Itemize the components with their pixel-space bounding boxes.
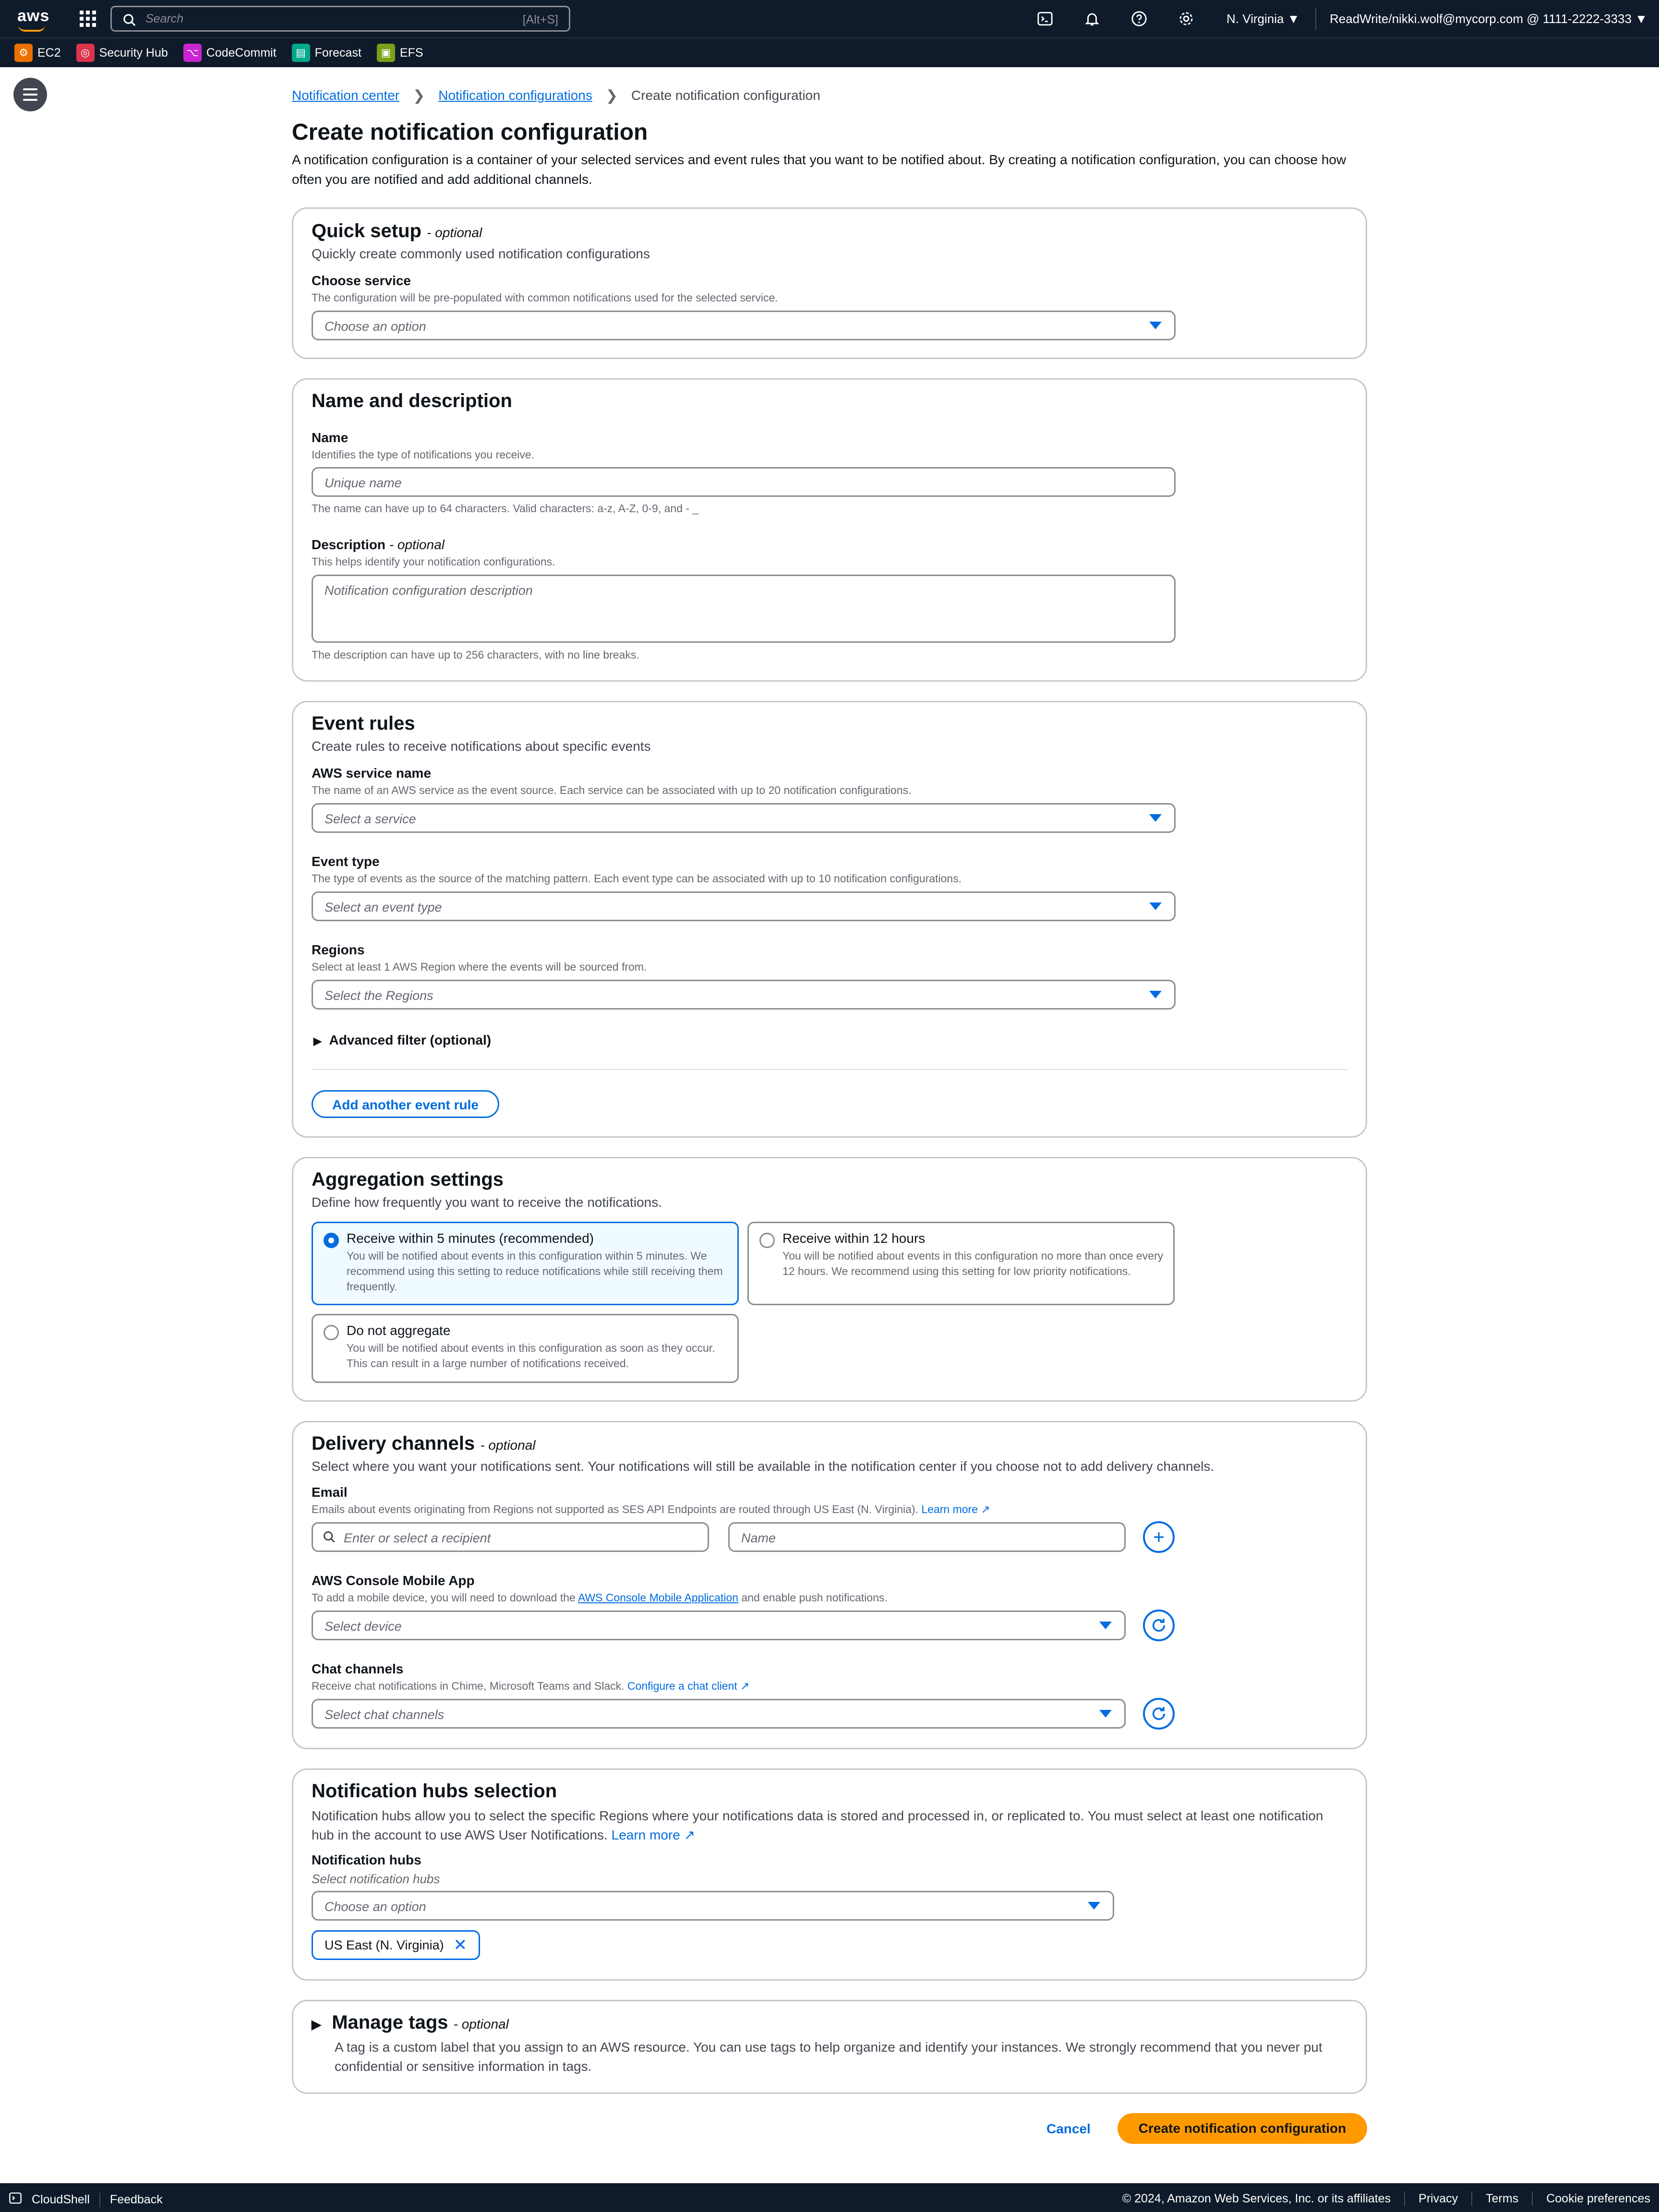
mobile-app-link[interactable]: AWS Console Mobile Application — [577, 1591, 739, 1604]
favorites-bar — [0, 37, 1659, 67]
search-icon — [122, 13, 137, 27]
description-textarea[interactable]: Notification configuration description — [312, 575, 1176, 643]
manage-tags-panel — [292, 2000, 1367, 2094]
favorite-ec2[interactable]: ⚙ EC2 — [14, 44, 61, 62]
description-constraint: The description can have up to 256 characters, with no line breaks. — [312, 649, 639, 661]
name-description-title: Name and description — [312, 390, 512, 411]
aws-service-name-label: AWS service name — [312, 766, 432, 781]
external-link-icon: ↗ — [981, 1503, 990, 1515]
choose-service-hint: The configuration will be pre-populated with common notifications used for the selected service. — [312, 291, 778, 304]
delivery-channels-panel — [292, 1421, 1367, 1749]
manage-tags-description: A tag is a custom label that you assign to an AWS resource. You can use tags to help organize and identify your instances. We strongly recommend that you never put confidential or sensitive information in tags. — [335, 2040, 1322, 2074]
name-input[interactable]: Unique name — [312, 467, 1176, 497]
footer-privacy-link[interactable]: Privacy — [1419, 2191, 1458, 2205]
radio-selected-icon — [324, 1233, 339, 1248]
close-icon[interactable]: ✕ — [453, 1936, 468, 1954]
mobile-app-label: AWS Console Mobile App — [312, 1573, 475, 1588]
breadcrumb-current: Create notification configuration — [631, 88, 820, 103]
search-icon — [323, 1530, 336, 1544]
cloudshell-icon — [9, 2191, 22, 2208]
description-hint: This helps identify your notification configurations. — [312, 555, 555, 568]
hub-token: US East (N. Virginia) ✕ — [312, 1930, 480, 1960]
footer-divider — [99, 2193, 100, 2207]
page-title: Create notification configuration — [292, 120, 648, 145]
footer-terms-link[interactable]: Terms — [1486, 2191, 1519, 2205]
cancel-button[interactable]: Cancel — [1046, 2121, 1091, 2136]
region-selector[interactable]: N. Virginia ▼ — [1226, 12, 1300, 26]
settings-gear-icon[interactable] — [1177, 10, 1195, 28]
top-navigation — [0, 0, 1659, 37]
footer — [0, 2183, 1659, 2212]
page-intro: A notification configuration is a container of your selected services and event rules that you want to be notified about. By creating a notification configuration, you can choose how often you are notified and add additional channels. — [292, 152, 1346, 187]
footer-feedback-link[interactable]: Feedback — [109, 2193, 163, 2206]
select-chat-channels[interactable]: Select chat channels — [312, 1699, 1126, 1729]
favorite-forecast[interactable]: ▤ Forecast — [292, 44, 361, 62]
notification-hubs-description: Notification hubs allow you to select the specific Regions where your notifications data is stored and processed in, or replicated to. You must select at least one notification hub in the account to use AWS User Notifications. Learn more ↗ — [312, 1808, 1323, 1842]
notification-hubs-label: Notification hubs — [312, 1852, 421, 1867]
add-event-rule-button[interactable]: Add another event rule — [312, 1090, 499, 1118]
event-rules-title: Event rules — [312, 713, 415, 734]
footer-divider — [1471, 2191, 1472, 2206]
email-name-input[interactable]: Name — [728, 1522, 1126, 1552]
favorite-efs[interactable]: ▣ EFS — [377, 44, 423, 62]
select-device[interactable]: Select device — [312, 1611, 1126, 1640]
aggregation-subtitle: Define how frequently you want to receive the notifications. — [312, 1195, 662, 1210]
codecommit-icon: ⌥ — [183, 44, 202, 62]
radio-unselected-icon — [759, 1233, 775, 1248]
name-description-panel — [292, 378, 1367, 682]
quick-setup-subtitle: Quickly create commonly used notification configurations — [312, 246, 650, 261]
choose-service-label: Choose service — [312, 273, 411, 288]
notification-hubs-title: Notification hubs selection — [312, 1780, 557, 1802]
regions-label: Regions — [312, 942, 365, 957]
chevron-right-icon: ❯ — [413, 87, 425, 104]
section-divider — [312, 1069, 1348, 1070]
caret-down-icon — [1149, 814, 1162, 822]
aws-service-select[interactable]: Select a service — [312, 803, 1176, 833]
nav-divider — [1315, 8, 1316, 30]
chat-channels-hint: Receive chat notifications in Chime, Microsoft Teams and Slack. Configure a chat client ↗ — [312, 1680, 750, 1692]
refresh-devices-icon[interactable] — [1143, 1610, 1175, 1641]
caret-right-icon: ▶ — [312, 2017, 321, 2032]
quick-setup-title: Quick setup - optional — [312, 220, 482, 241]
cloudshell-icon[interactable] — [1036, 10, 1054, 28]
ec2-icon: ⚙ — [14, 44, 33, 62]
footer-cookie-preferences-link[interactable]: Cookie preferences — [1546, 2191, 1650, 2205]
forecast-icon: ▤ — [292, 44, 310, 62]
event-rules-panel — [292, 701, 1367, 1138]
caret-down-icon — [1149, 322, 1162, 329]
notification-hubs-hint: Select notification hubs — [312, 1872, 440, 1886]
chat-channels-label: Chat channels — [312, 1661, 404, 1676]
favorite-codecommit[interactable]: ⌥ CodeCommit — [183, 44, 276, 62]
regions-hint: Select at least 1 AWS Region where the events will be sourced from. — [312, 961, 647, 973]
page-header — [292, 72, 1367, 189]
create-configuration-button[interactable]: Create notification configuration — [1118, 2113, 1367, 2144]
caret-down-icon — [1099, 1710, 1112, 1718]
hubs-learn-more-link[interactable]: Learn more — [611, 1827, 680, 1842]
delivery-channels-title: Delivery channels - optional — [312, 1433, 536, 1454]
event-type-hint: The type of events as the source of the matching pattern. Each event type can be associated with up to 10 notification configurations. — [312, 872, 962, 885]
description-label: Description - optional — [312, 537, 445, 552]
efs-icon: ▣ — [377, 44, 395, 62]
radio-do-not-aggregate[interactable]: Do not aggregate You will be notified about events in this configuration as soon as they occur. This can result in a large number of notifications received. — [312, 1314, 739, 1383]
email-learn-more-link[interactable]: Learn more — [921, 1503, 978, 1515]
caret-down-icon: ▼ — [1287, 12, 1300, 26]
services-menu-icon[interactable] — [80, 11, 96, 27]
search-input[interactable]: Search [Alt+S] — [110, 6, 570, 32]
name-constraint: The name can have up to 64 characters. Valid characters: a-z, A-Z, 0-9, and - _ — [312, 502, 699, 515]
caret-down-icon — [1149, 991, 1162, 998]
help-icon[interactable] — [1130, 10, 1148, 28]
footer-copyright: © 2024, Amazon Web Services, Inc. or its affiliates — [1122, 2191, 1391, 2205]
name-label: Name — [312, 430, 349, 445]
advanced-filter-toggle[interactable]: ▶ Advanced filter (optional) — [313, 1033, 492, 1047]
name-hint: Identifies the type of notifications you receive. — [312, 448, 535, 461]
external-link-icon: ↗ — [740, 1680, 750, 1692]
aws-service-name-hint: The name of an AWS service as the event source. Each service can be associated with up to 20 notification configurations. — [312, 784, 912, 796]
search-shortcut: [Alt+S] — [522, 13, 558, 26]
caret-right-icon: ▶ — [313, 1035, 322, 1047]
event-rules-subtitle: Create rules to receive notifications about specific events — [312, 739, 651, 754]
quick-setup-panel — [292, 207, 1367, 359]
external-link-icon: ↗ — [684, 1827, 696, 1842]
side-navigation-toggle[interactable] — [13, 78, 47, 111]
notification-hubs-select[interactable]: Choose an option — [312, 1891, 1114, 1921]
notifications-bell-icon[interactable] — [1083, 10, 1101, 28]
account-menu[interactable]: ReadWrite/nikki.wolf@mycorp.com @ 1111-2222-3333 ▼ — [1330, 12, 1647, 26]
favorite-security-hub[interactable]: ◎ Security Hub — [76, 44, 168, 62]
event-type-label: Event type — [312, 854, 380, 869]
refresh-chat-channels-icon[interactable] — [1143, 1698, 1175, 1730]
radio-5-minutes[interactable]: Receive within 5 minutes (recommended) You will be notified about events in this configuration within 5 minutes. We recommend using this setting to reduce notifications while still receiving them frequently. — [312, 1222, 739, 1305]
caret-down-icon — [1149, 902, 1162, 910]
aggregation-panel — [292, 1157, 1367, 1402]
email-hint: Emails about events originating from Regions not supported as SES API Endpoints are routed through US East (N. Virginia). Learn more ↗ — [312, 1503, 990, 1515]
email-label: Email — [312, 1485, 348, 1500]
breadcrumb — [292, 72, 1367, 119]
event-type-select[interactable]: Select an event type — [312, 891, 1176, 921]
configure-chat-client-link[interactable]: Configure a chat client — [627, 1680, 737, 1692]
aws-logo[interactable]: aws — [17, 7, 49, 25]
radio-12-hours[interactable]: Receive within 12 hours You will be notified about events in this configuration no more than once every 12 hours. We recommend using this setting for low priority notifications. — [747, 1222, 1175, 1305]
breadcrumb-notification-center[interactable]: Notification center — [292, 88, 400, 103]
choose-service-select[interactable]: Choose an option — [312, 311, 1176, 340]
footer-divider — [1532, 2191, 1533, 2206]
notification-hubs-panel — [292, 1768, 1367, 1981]
caret-down-icon — [1099, 1622, 1112, 1629]
email-recipient-input[interactable]: Enter or select a recipient — [312, 1522, 709, 1552]
regions-select[interactable]: Select the Regions — [312, 980, 1176, 1010]
chevron-right-icon: ❯ — [605, 87, 618, 104]
breadcrumb-notification-configurations[interactable]: Notification configurations — [438, 88, 592, 103]
radio-unselected-icon — [324, 1325, 339, 1340]
manage-tags-toggle[interactable]: ▶ Manage tags - optional — [312, 2012, 509, 2033]
caret-down-icon — [1088, 1902, 1100, 1910]
caret-down-icon: ▼ — [1635, 12, 1647, 26]
security-hub-icon: ◎ — [76, 44, 95, 62]
add-recipient-plus-icon[interactable] — [1143, 1521, 1175, 1553]
aggregation-title: Aggregation settings — [312, 1169, 504, 1190]
delivery-channels-subtitle: Select where you want your notifications sent. Your notifications will still be available in the notification center if you choose not to add delivery channels. — [312, 1459, 1214, 1474]
mobile-app-hint: To add a mobile device, you will need to download the AWS Console Mobile Application and enable push notifications. — [312, 1591, 888, 1604]
footer-divider — [1404, 2191, 1405, 2206]
footer-cloudshell-link[interactable]: CloudShell — [32, 2193, 90, 2206]
